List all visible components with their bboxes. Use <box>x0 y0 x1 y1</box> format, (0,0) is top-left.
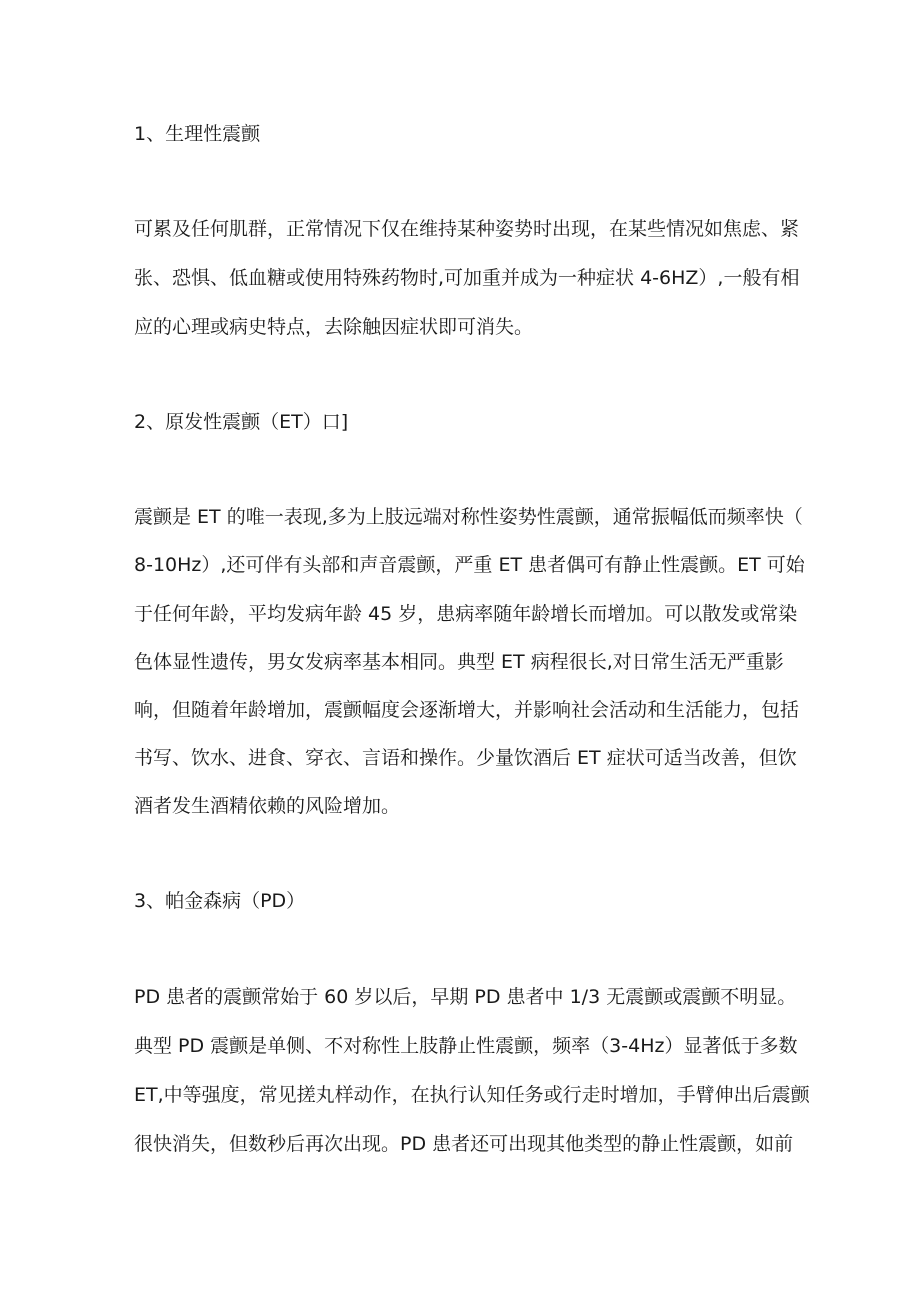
section-1-line-2: 张、恐惧、低血糖或使用特殊药物时,可加重并成为一种症状 4-6HZ）,一般有相 <box>134 267 800 289</box>
section-2-line-4: 色体显性遗传，男女发病率基本相同。典型 ET 病程很长,对日常生活无严重影 <box>134 651 784 673</box>
section-1-line-1: 可累及任何肌群，正常情况下仅在维持某种姿势时出现，在某些情况如焦虑、紧 <box>134 218 800 240</box>
section-1-line-3: 应的心理或病史特点，去除触因症状即可消失。 <box>134 316 534 338</box>
section-2-heading: 2、原发性震颤（ET）口] <box>134 411 349 433</box>
section-3-line-3: ET,中等强度，常见搓丸样动作，在执行认知任务或行走时增加，手臂伸出后震颤 <box>134 1084 810 1106</box>
section-3-line-1: PD 患者的震颤常始于 60 岁以后，早期 PD 患者中 1/3 无震颤或震颤不明显。 <box>134 986 797 1008</box>
section-3-line-2: 典型 PD 震颤是单侧、不对称性上肢静止性震颤，频率（3-4Hz）显著低于多数 <box>134 1035 798 1057</box>
section-1-heading: 1、生理性震颤 <box>134 123 261 145</box>
section-2-line-5: 响，但随着年龄增加，震颤幅度会逐渐增大，并影响社会活动和生活能力，包括 <box>134 699 800 721</box>
section-2-line-6: 书写、饮水、进食、穿衣、言语和操作。少量饮酒后 ET 症状可适当改善，但饮 <box>134 747 797 769</box>
section-2-line-7: 酒者发生酒精依赖的风险增加。 <box>134 795 401 817</box>
section-3-heading: 3、帕金森病（PD） <box>134 890 306 912</box>
section-2-line-1: 震颤是 ET 的唯一表现,多为上肢远端对称性姿势性震颤，通常振幅低而频率快（ <box>134 506 803 528</box>
section-2-line-3: 于任何年龄，平均发病年龄 45 岁，患病率随年龄增长而增加。可以散发或常染 <box>134 603 798 625</box>
section-2-line-2: 8-10Hz）,还可伴有头部和声音震颤，严重 ET 患者偶可有静止性震颤。ET 可始 <box>134 554 805 576</box>
section-3-line-4: 很快消失，但数秒后再次出现。PD 患者还可出现其他类型的静止性震颤，如前 <box>134 1133 794 1155</box>
